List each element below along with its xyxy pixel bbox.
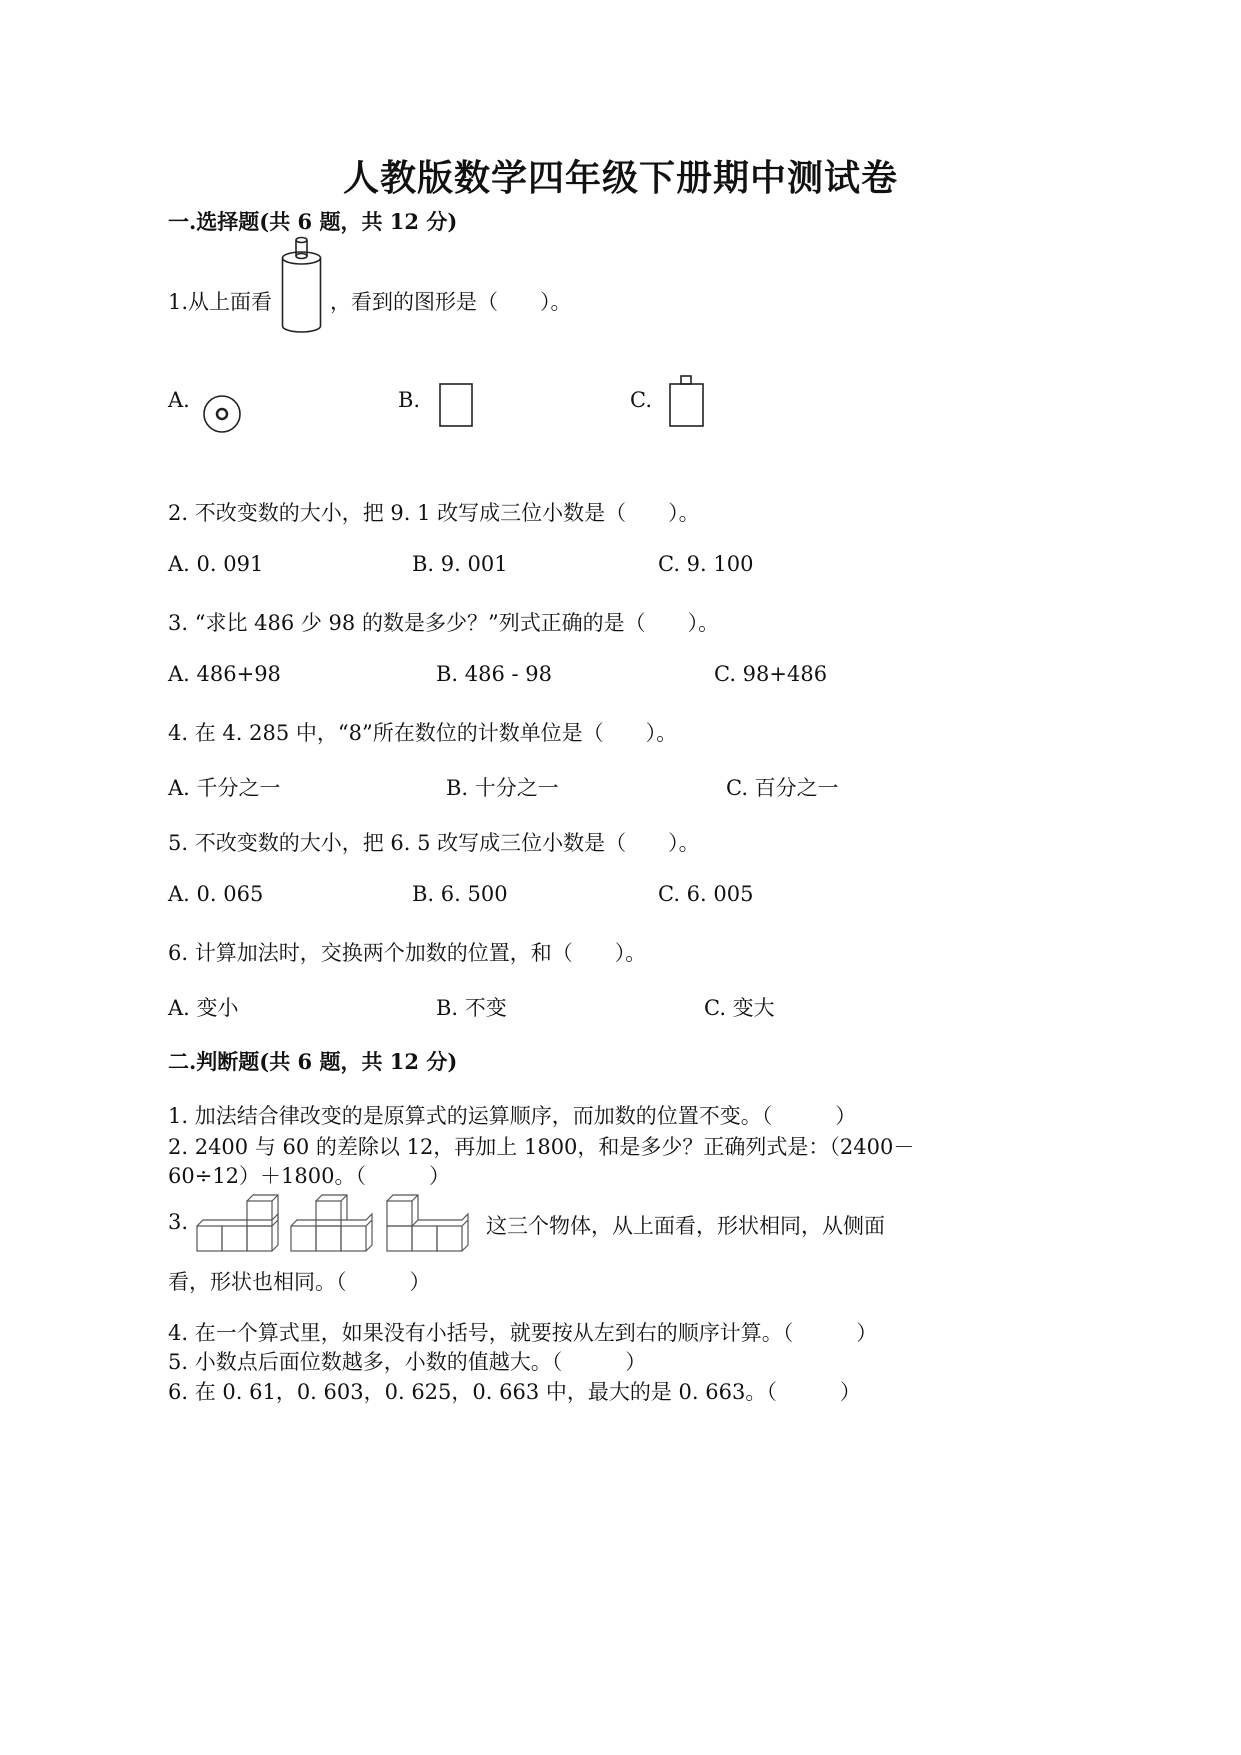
cylinder-with-cap-figure xyxy=(278,236,326,336)
q6-option-a: A. 变小 xyxy=(168,996,239,1020)
rectangle-icon xyxy=(438,382,476,430)
q2-option-b: B. 9. 001 xyxy=(412,552,508,576)
judgement-2-line-2: 60÷12）＋1800。（ ） xyxy=(168,1164,450,1188)
question-1-text-after: ，看到的图形是（ ）。 xyxy=(330,290,572,314)
judgement-3-text: 这三个物体，从上面看，形状相同，从侧面 xyxy=(486,1214,885,1238)
q3-option-c: C. 98+486 xyxy=(714,662,828,686)
section-heading-choice: 一.选择题(共 6 题，共 12 分) xyxy=(168,209,458,234)
judgement-6: 6. 在 0. 61，0. 603，0. 625，0. 663 中，最大的是 0. 663。（ ） xyxy=(168,1380,861,1404)
concentric-circles-icon xyxy=(200,392,244,436)
q1-option-c-label: C. xyxy=(630,388,652,412)
judgement-1: 1. 加法结合律改变的是原算式的运算顺序，而加数的位置不变。（ ） xyxy=(168,1104,857,1128)
page-title: 人教版数学四年级下册期中测试卷 xyxy=(342,157,898,199)
judgement-3-continued: 看，形状也相同。（ ） xyxy=(168,1270,431,1294)
q6-option-b: B. 不变 xyxy=(436,996,507,1020)
question-3: 3. “求比 486 少 98 的数是多少？”列式正确的是（ ）。 xyxy=(168,611,720,635)
question-1-number: 1. xyxy=(168,290,189,314)
judgement-4: 4. 在一个算式里，如果没有小括号，就要按从左到右的顺序计算。（ ） xyxy=(168,1321,878,1345)
judgement-5: 5. 小数点后面位数越多，小数的值越大。（ ） xyxy=(168,1350,647,1374)
question-1-text-before: 从上面看 xyxy=(188,290,273,314)
q6-option-c: C. 变大 xyxy=(704,996,775,1020)
judgement-2-line-1: 2. 2400 与 60 的差除以 12，再加上 1800，和是多少？正确列式是：（2400－ xyxy=(168,1135,915,1159)
question-4: 4. 在 4. 285 中，“8”所在数位的计数单位是（ ）。 xyxy=(168,721,678,745)
q1-option-a-label: A. xyxy=(168,388,190,412)
section-heading-judgement: 二.判断题(共 6 题，共 12 分) xyxy=(168,1049,458,1074)
rectangle-with-tab-icon xyxy=(668,374,708,430)
cube-stack-figures xyxy=(195,1194,480,1254)
q5-option-a: A. 0. 065 xyxy=(168,882,264,906)
q2-option-c: C. 9. 100 xyxy=(658,552,754,576)
q5-option-b: B. 6. 500 xyxy=(412,882,508,906)
q5-option-c: C. 6. 005 xyxy=(658,882,754,906)
question-6: 6. 计算加法时，交换两个加数的位置，和（ ）。 xyxy=(168,941,647,965)
question-1 xyxy=(168,286,272,316)
question-5: 5. 不改变数的大小，把 6. 5 改写成三位小数是（ ）。 xyxy=(168,831,700,855)
q2-option-a: A. 0. 091 xyxy=(168,552,264,576)
q3-option-b: B. 486 - 98 xyxy=(436,662,553,686)
judgement-3-number: 3. xyxy=(168,1210,189,1234)
q4-option-c: C. 百分之一 xyxy=(726,776,839,800)
question-2: 2. 不改变数的大小，把 9. 1 改写成三位小数是（ ）。 xyxy=(168,501,700,525)
q3-option-a: A. 486+98 xyxy=(168,662,281,686)
q4-option-a: A. 千分之一 xyxy=(168,776,281,800)
q4-option-b: B. 十分之一 xyxy=(446,776,559,800)
q1-option-b-label: B. xyxy=(398,388,421,412)
